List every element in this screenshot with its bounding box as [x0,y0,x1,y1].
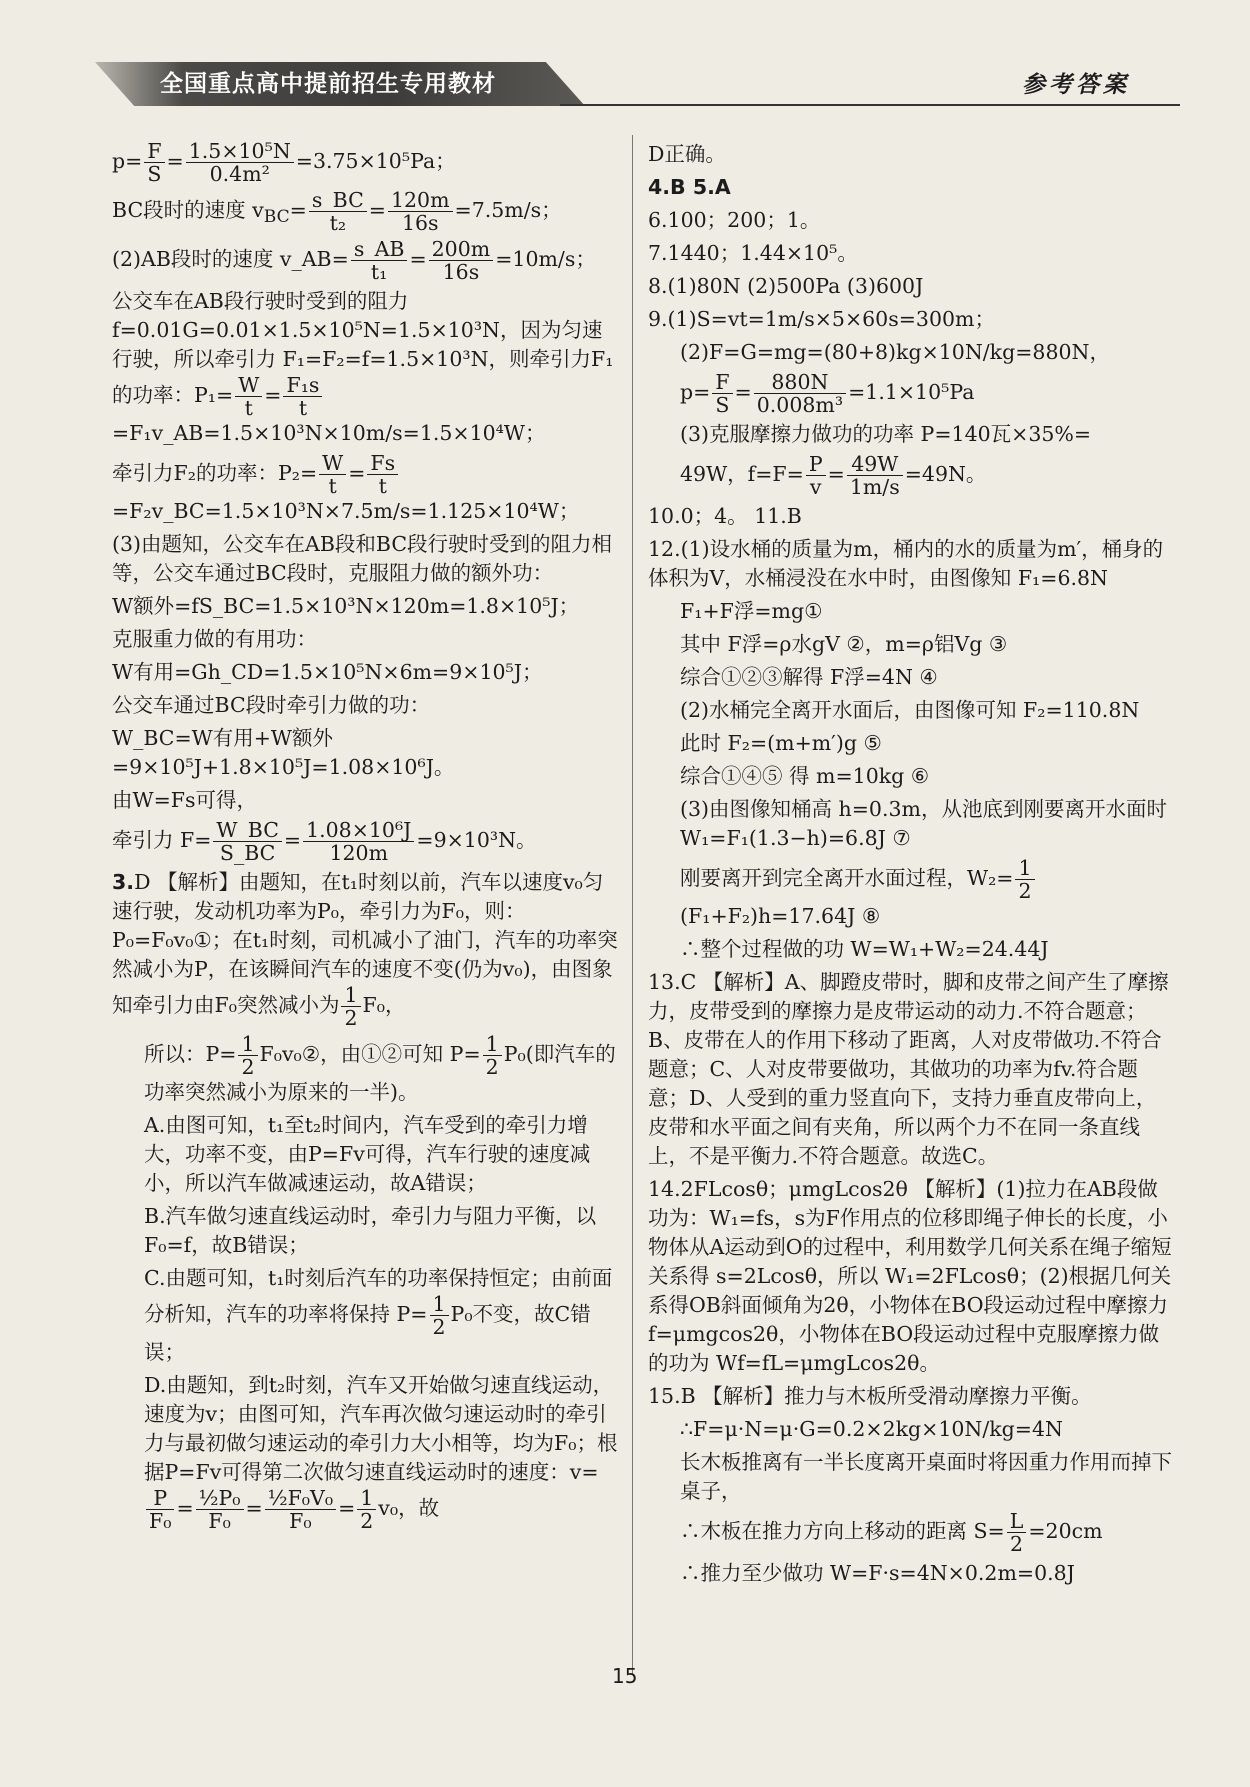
numerator: s_BC [309,189,367,212]
line [112,189,622,234]
fraction [367,452,398,497]
denominator: t [378,474,387,498]
text: ∴木板在推力方向上移动的距离 S= [680,1519,1005,1543]
numerator: 49W [847,453,903,476]
line: (3)由题知，公交车在AB段和BC段行驶时受到的阻力相等，公交车通过BC段时，克服阻力做的额外功： [112,532,613,585]
numerator: 1 [430,1293,449,1316]
fraction [357,1487,376,1532]
fraction [847,453,903,498]
line: W有用=Gh_CD=1.5×10⁵N×6m=9×10⁵J； [112,660,543,684]
denominator: 1m/s [849,475,900,499]
text: =20cm [1028,1519,1103,1543]
fraction [283,374,322,419]
line: 此时 F₂=(m+m′)g ⑤ [680,731,882,755]
line [648,371,1176,416]
text: =7.5m/s； [454,198,562,222]
fraction [196,1487,244,1532]
line: 综合①④⑤ 得 m=10kg ⑥ [680,764,930,788]
denominator: t [328,474,337,498]
text: =F₁v_AB=1.5×10³N×10m/s=1.5×10⁴W； [112,421,546,445]
text: 刚要离开到完全离开水面过程，W₂= [680,866,1014,890]
denominator: t₁ [370,260,388,284]
line: B.汽车做匀速直线运动时，牵引力与阻力平衡，以F₀=f，故B错误； [144,1204,597,1257]
numerator: s_AB [351,238,408,261]
text: = [289,198,307,222]
denominator: 2 [485,1055,499,1079]
line [112,452,622,526]
text: (2)AB段时的速度 v_AB= [112,247,349,271]
line [112,819,622,864]
numerator: P [146,1487,174,1510]
text: =9×10³N。 [416,828,537,852]
line: (2)水桶完全离开水面后，由图像可知 F₂=110.8N [680,698,1140,722]
text: P₀(即汽车的功率突然减小为原来的一半)。 [144,1042,616,1104]
text: = [348,461,366,485]
fraction [712,371,732,416]
line: A.由图可知，t₁至t₂时间内，汽车受到的牵引力增大，功率不变，由P=Fv可得，汽车行驶的速度减小，所以汽车做减速运动，故A错误； [144,1113,591,1195]
fraction [806,453,826,498]
denominator: 16s [401,211,439,235]
line: 由W=Fs可得， [112,788,257,812]
line: (3)由图像知桶高 h=0.3m，从池底到刚要离开水面时 W₁=F₁(1.3−h)=6.8J ⑦ [680,797,1167,850]
denominator: 120m [329,841,389,865]
answer-line: 7.1440；1.44×10⁵。 [648,241,858,265]
fraction [265,1487,336,1532]
text: p= [112,149,143,173]
line [112,287,622,448]
text: 所以：P= [144,1042,237,1066]
denominator: t [298,396,308,420]
numerator: W [235,374,262,397]
text: =1.1×10⁵Pa [848,380,975,404]
denominator: F₀ [208,1509,231,1533]
text: =49N。 [904,462,987,486]
line [112,238,622,283]
fraction [483,1033,502,1078]
line: 公交车通过BC段时牵引力做的功： [112,693,431,717]
text: 牵引力 F= [112,828,212,852]
text: D.由题知，到t₂时刻，汽车又开始做匀速直线运动，速度为v；由图可知，汽车再次做匀速运动时的牵引力与最初做匀速运动的牵引力大小相等，均为F₀；根据P=Fv可得第二次做匀速直线运动时的速度：v= [144,1373,618,1484]
book-title: 全国重点高中提前招生专用教材 [160,71,496,97]
line: W_BC=W有用+W额外=9×10⁵J+1.8×10⁵J=1.08×10⁶J。 [112,726,455,779]
fraction [754,371,846,416]
denominator: S_BC [219,841,276,865]
text: = [283,828,302,852]
denominator: v [809,475,822,499]
left-column [112,140,622,1536]
text: D 【解析】由题知，在t₁时刻以前，汽车以速度v₀匀速行驶，发动机功率为P₀，牵引力为F₀，则：P₀=F₀v₀①；在t₁时刻，司机减小了油门，汽车的功率突然减小为P，在该瞬间汽车的速度不变(仍为v₀)，由图象知牵引力由F₀突然减小为 [112,870,618,1017]
text: 牵引力F₂的功率：P₂= [112,461,318,485]
line: (2)F=G=mg=(80+8)kg×10N/kg=880N， [680,340,1110,364]
denominator: 0.008m³ [756,393,844,417]
line [648,857,1176,931]
fraction [235,374,262,419]
denominator: t₂ [329,211,347,235]
fraction [309,189,367,234]
text: C.由题可知，t₁时刻后汽车的功率保持恒定；由前面分析知，汽车的功率将保持 P= [144,1266,613,1326]
numerator: W_BC [213,819,281,842]
text: =3.75×10⁵Pa； [295,149,456,173]
section-label: 参考答案 [1022,71,1130,98]
text: = [734,380,752,404]
numerator: 1 [483,1033,502,1056]
subscript: BC [263,207,290,228]
answer-line: 14.2FLcosθ；μmgLcos2θ 【解析】(1)拉力在AB段做功为：W₁=fs，s为F作用点的位移即绳子伸长的长度，小物体从A运动到O的过程中，利用数学几何关系在绳子缩短关系得 s=2Lcosθ，所以 W₁=2FLcosθ；(2)根据几何关系得OB斜面倾角为2θ，小物体在BO段运动过程中摩擦力 f=μmgcos2θ，小物体在BO段运动过程中克服摩擦力做的功为 Wf=fL=μmgLcos2θ。 [648,1177,1172,1375]
answer-line: 8.(1)80N (2)500Pa (3)600J [648,274,924,298]
denominator: 2 [241,1055,255,1079]
answer-line: 9.(1)S=vt=1m/s×5×60s=300m； [648,307,995,331]
line: (3)克服摩擦力做功的功率 P=140瓦×35%= [680,422,1092,446]
question-3 [112,868,622,1029]
fraction [144,140,164,185]
denominator: S [147,162,162,186]
text: 49W，f=F= [680,462,804,486]
numerator: 1 [341,984,360,1007]
numerator: ½P₀ [196,1487,244,1510]
denominator: 0.4m² [209,162,270,186]
fraction [1007,1510,1027,1555]
text: = [368,198,386,222]
numerator: F₁s [283,374,322,397]
fraction [430,1293,449,1338]
fraction [186,140,294,185]
text: v₀，故 [378,1496,440,1520]
fraction [146,1487,174,1532]
numerator: L [1007,1510,1027,1533]
text: = [166,149,184,173]
answer-line: 13.C 【解析】A、脚蹬皮带时，脚和皮带之间产生了摩擦力，皮带受到的摩擦力是皮带运动的动力.不符合题意；B、皮带在人的作用下移动了距离，人对皮带做功.不符合题意；C、人对皮带要做功，其做功的功率为fv.符合题意；D、人受到的重力竖直向下，支持力垂直皮带向上，皮带和水平面之间有夹角，所以两个力不在同一条直线上，不是平衡力.不符合题意。故选C。 [648,970,1169,1168]
fraction [303,819,414,864]
line [648,1510,1176,1555]
numerator: 200m [429,238,494,261]
line: 综合①②③解得 F浮=4N ④ [680,665,938,689]
text: =F₂v_BC=1.5×10³N×7.5m/s=1.125×10⁴W； [112,499,580,523]
line: ∴整个过程做的功 W=W₁+W₂=24.44J [680,937,1049,961]
denominator: 2 [1010,1532,1024,1556]
text: 公交车在AB段行驶时受到的阻力 f=0.01G=0.01×1.5×10⁵N=1.5×10³N，因为匀速行驶，所以牵引力 F₁=F₂=f=1.5×10³N，则牵引力F₁的功率：P₁= [112,289,614,407]
numerator: 1 [1015,857,1034,880]
numerator: W [319,452,346,475]
answer-line: 4.B 5.A [648,175,731,199]
numerator: 1 [238,1033,257,1056]
page-number: 15 [612,1664,638,1688]
line: ∴F=μ·N=μ·G=0.2×2kg×10N/kg=4N [680,1417,1063,1441]
line: F₁+F浮=mg① [680,599,823,623]
text: = [409,247,427,271]
answer-line: 10.0；4。 11.B [648,504,802,528]
numerator: 1.08×10⁶J [303,819,414,842]
text: F₀v₀②，由①②可知 P= [259,1042,481,1066]
line: D.由题知，到t₂时刻，汽车又开始做匀速直线运动，速度为v；由图可知，汽车再次做匀速运动时的牵引力与最初做匀速运动的牵引力大小相等，均为F₀；根据P=Fv可得第二次做匀速直线运动时的速度：v= $\frac{P}{\text{F₀}}$ = $\frac{\text{½P₀}}{\text{F₀}}$ = $\frac{\text{½F₀V₀}}{\text{F₀}}$ = $\frac{1}{2}$ v₀，故 [144,1373,618,1533]
numerator: ½F₀V₀ [265,1487,336,1510]
denominator: F₀ [289,1509,312,1533]
denominator: 2 [432,1315,446,1339]
numerator: 120m [388,189,453,212]
fraction [341,984,360,1029]
numerator: F [144,140,164,163]
line [112,1033,622,1107]
line [112,1264,622,1367]
denominator: F₀ [149,1509,172,1533]
line [112,140,622,185]
text: = [264,383,282,407]
denominator: S [715,393,730,417]
question-number: 3. [112,870,135,894]
denominator: 2 [344,1006,358,1030]
numerator: 880N [754,371,846,394]
text: BC段时的速度 v [112,198,264,222]
text: p= [680,380,711,404]
line: 其中 F浮=ρ水gV ②，m=ρ铝Vg ③ [680,632,1008,656]
fraction [429,238,494,283]
line: W额外=fS_BC=1.5×10³N×120m=1.8×10⁵J； [112,594,580,618]
fraction [213,819,281,864]
line: 克服重力做的有用功： [112,627,317,651]
answer-line: 6.100；200；1。 [648,208,821,232]
numerator: Fs [367,452,398,475]
line: 长木板推离有一半长度离开桌面时将因重力作用而掉下桌子， [680,1450,1172,1503]
fraction [238,1033,257,1078]
right-column [648,140,1176,1592]
denominator: 2 [1018,879,1032,903]
denominator: t [244,396,253,420]
fraction [351,238,408,283]
fraction [319,452,346,497]
numerator: F [712,371,732,394]
column-divider [632,135,633,1675]
fraction [388,189,453,234]
text: P₀不变，故C错误； [144,1302,591,1364]
fraction [1015,857,1034,902]
text: =10m/s； [495,247,596,271]
numerator: 1.5×10⁵N [186,140,294,163]
line: D正确。 [648,142,726,166]
numerator: P [806,453,826,476]
denominator: 16s [442,260,480,284]
text: F₀， [362,993,406,1017]
line: ∴推力至少做功 W=F·s=4N×0.2m=0.8J [680,1561,1075,1585]
answer-line: 15.B 【解析】推力与木板所受滑动摩擦力平衡。 [648,1384,1092,1408]
denominator: 2 [360,1509,374,1533]
answer-line: 12.(1)设水桶的质量为m，桶内的水的质量为m′，桶身的体积为V，水桶浸没在水中时，由图像知 F₁=6.8N [648,537,1164,590]
text: (F₁+F₂)h=17.64J ⑧ [680,904,881,928]
line [648,453,1176,498]
numerator: 1 [357,1487,376,1510]
text: = [827,462,845,486]
header-rule [560,104,1180,106]
